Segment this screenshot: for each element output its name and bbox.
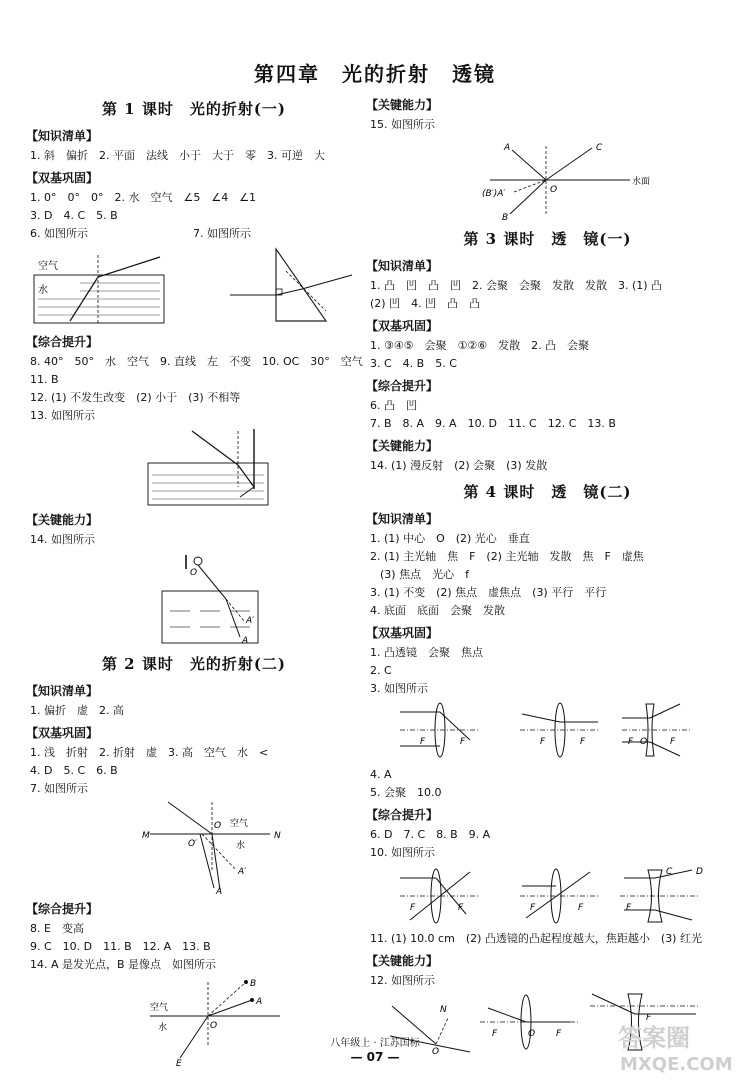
section-heading: 【知识清单】 [366, 259, 439, 273]
answer-line: 14. A 是发光点，B 是像点 如图所示 [30, 958, 217, 971]
answer-line: 3. 如图所示 [370, 682, 428, 695]
section-heading: 【双基巩固】 [26, 171, 99, 185]
label-c: C [666, 867, 673, 877]
label-b: B [250, 979, 257, 989]
lesson-4-title: 第 4 课时 透 镜(二) [463, 483, 632, 501]
refraction-figure-13 [30, 427, 358, 507]
answer-line: 1. 0° 0° 0° 2. 水 空气 ∠5 ∠4 ∠1 [30, 191, 257, 204]
label-air: 空气 [38, 261, 58, 272]
answer-line: 3. C 4. B 5. C [370, 357, 457, 370]
answer-line: 12. 如图所示 [370, 974, 435, 987]
answer-line: 4. A [370, 768, 392, 781]
label-f: F [670, 737, 676, 747]
label-o: O [432, 1047, 440, 1056]
footer-grade: 八年级上 · 江苏国标 [330, 1038, 420, 1049]
answer-line: 1. 偏折 虚 2. 高 [30, 704, 124, 717]
label-water: 水 [38, 285, 48, 296]
page-number: — 07 — [350, 1050, 400, 1064]
figures-6-7 [30, 243, 358, 329]
section-heading: 【关键能力】 [26, 513, 99, 527]
section-heading: 【关键能力】 [366, 98, 439, 112]
answer-line: 3. D 4. C 5. B [30, 209, 118, 222]
answer-line: (3) 焦点 光心 f [380, 568, 469, 581]
page-title: 第四章 光的折射 透镜 [254, 62, 496, 86]
label-e: E [176, 1059, 182, 1066]
lens-figures-10 [370, 864, 725, 926]
answer-line: 4. D 5. C 6. B [30, 764, 118, 777]
answer-line: 15. 如图所示 [370, 118, 435, 131]
answer-line: 4. 底面 底面 会聚 发散 [370, 604, 505, 617]
section-heading: 【关键能力】 [366, 439, 439, 453]
label-air: 空气 [150, 1003, 169, 1013]
section-heading: 【双基巩固】 [366, 626, 439, 640]
answer-line: 2. (1) 主光轴 焦 F (2) 主光轴 发散 焦 F 虚焦 [370, 550, 644, 563]
section-heading: 【双基巩固】 [366, 319, 439, 333]
label-o: O [190, 568, 198, 578]
lesson-2-title: 第 2 课时 光的折射(二) [101, 655, 287, 673]
label-o: O [528, 1029, 536, 1039]
label-o: O [640, 737, 648, 747]
label-f: F [530, 903, 536, 913]
lens-figures-3 [370, 700, 725, 762]
section-heading: 【知识清单】 [26, 129, 99, 143]
lesson-1-title: 第 1 课时 光的折射(一) [101, 100, 287, 118]
label-f: F [580, 737, 586, 747]
label-air: 空气 [230, 819, 249, 829]
label-f: F [492, 1029, 498, 1039]
label-a: A [216, 887, 223, 896]
left-column [26, 92, 363, 1070]
section-heading: 【知识清单】 [366, 512, 439, 526]
answer-line: 13. 如图所示 [30, 409, 95, 422]
answer-line: 8. 40° 50° 水 空气 9. 直线 左 不变 10. OC 30° 空气 [30, 355, 363, 368]
label-f: F [460, 737, 466, 747]
label-b-prime-a-prime: (B′)A′ [482, 189, 506, 199]
label-n: N [274, 831, 281, 841]
label-a: A [504, 143, 511, 153]
answer-line: 1. 凸 凹 凸 凹 2. 会聚 会聚 发散 发散 3. (1) 凸 [370, 279, 663, 292]
section-heading: 【综合提升】 [26, 902, 99, 916]
lesson-3-title: 第 3 课时 透 镜(一) [463, 230, 632, 248]
answer-line: 14. 如图所示 [30, 533, 95, 546]
label-b: B [502, 213, 509, 222]
label-a: A [256, 997, 263, 1007]
section-heading: 【综合提升】 [366, 808, 439, 822]
answer-line: 1. 浅 折射 2. 折射 虚 3. 高 空气 水 < [30, 746, 269, 759]
answer-line: 1. (1) 中心 O (2) 光心 垂直 [370, 532, 530, 545]
label-f: F [628, 737, 634, 747]
answer-line: 6. 凸 凹 [370, 399, 417, 412]
answer-7: 7. 如图所示 [193, 227, 251, 240]
section-heading: 【知识清单】 [26, 684, 99, 698]
answer-line: 11. (1) 10.0 cm (2) 凸透镜的凸起程度越大，焦距越小 (3) 红光 [370, 932, 702, 945]
refraction-figure-15 [370, 136, 725, 222]
answer-line: 11. B [30, 373, 59, 386]
label-f: F [626, 903, 632, 913]
label-o: O [210, 1021, 218, 1031]
section-heading: 【关键能力】 [366, 954, 439, 968]
refraction-figure-6 [30, 253, 180, 325]
watermark-logo [612, 1020, 742, 1076]
label-f: F [410, 903, 416, 913]
label-a-prime: A′ [238, 867, 247, 877]
refraction-figure-l2-7 [30, 800, 358, 896]
watermark-bottom: MXQE.COM [620, 1054, 733, 1075]
answer-line [30, 225, 358, 243]
label-c: C [596, 143, 603, 153]
label-f: F [420, 737, 426, 747]
label-o-prime: O′ [188, 839, 198, 849]
right-column [366, 92, 725, 1060]
answer-line: 2. C [370, 664, 392, 677]
answer-line: 3. (1) 不变 (2) 焦点 虚焦点 (3) 平行 平行 [370, 586, 607, 599]
label-water-surface: 水面 [632, 177, 651, 187]
answer-line: 1. 斜 偏折 2. 平面 法线 小于 大于 零 3. 可逆 大 [30, 149, 325, 162]
section-heading: 【综合提升】 [26, 335, 99, 349]
answer-line: 5. 会聚 10.0 [370, 786, 442, 799]
label-a: A [242, 636, 249, 646]
label-f: F [458, 903, 464, 913]
label-n: N [440, 1005, 447, 1015]
label-d: D [696, 867, 703, 877]
label-water: 水 [236, 841, 246, 851]
answer-6: 6. 如图所示 [30, 227, 88, 240]
prism-figure-7 [226, 245, 356, 325]
label-f: F [578, 903, 584, 913]
section-heading: 【综合提升】 [366, 379, 439, 393]
answer-line: 9. C 10. D 11. B 12. A 13. B [30, 940, 211, 953]
answer-line: 8. E 变高 [30, 922, 84, 935]
refraction-figure-14 [30, 551, 358, 647]
answer-line: 1. 凸透镜 会聚 焦点 [370, 646, 483, 659]
answer-line: 12. (1) 不发生改变 (2) 小于 (3) 不相等 [30, 391, 241, 404]
answer-line: 7. 如图所示 [30, 782, 88, 795]
watermark-top: 答案圈 [618, 1024, 690, 1052]
answer-line: (2) 凹 4. 凹 凸 凸 [370, 297, 481, 310]
answer-line: 6. D 7. C 8. B 9. A [370, 828, 491, 841]
label-m: M [142, 831, 150, 841]
answer-line: 10. 如图所示 [370, 846, 435, 859]
label-f: F [556, 1029, 562, 1039]
label-f: F [540, 737, 546, 747]
label-o: O [550, 185, 558, 195]
label-a-prime: A′ [246, 616, 255, 626]
label-water: 水 [158, 1023, 168, 1033]
answer-line: 7. B 8. A 9. A 10. D 11. C 12. C 13. B [370, 417, 616, 430]
section-heading: 【双基巩固】 [26, 726, 99, 740]
answer-line: 1. ③④⑤ 会聚 ①②⑥ 发散 2. 凸 会聚 [370, 339, 590, 352]
answer-line: 14. (1) 漫反射 (2) 会聚 (3) 发散 [370, 459, 548, 472]
label-f: F [646, 1013, 652, 1023]
label-o: O [214, 821, 222, 831]
